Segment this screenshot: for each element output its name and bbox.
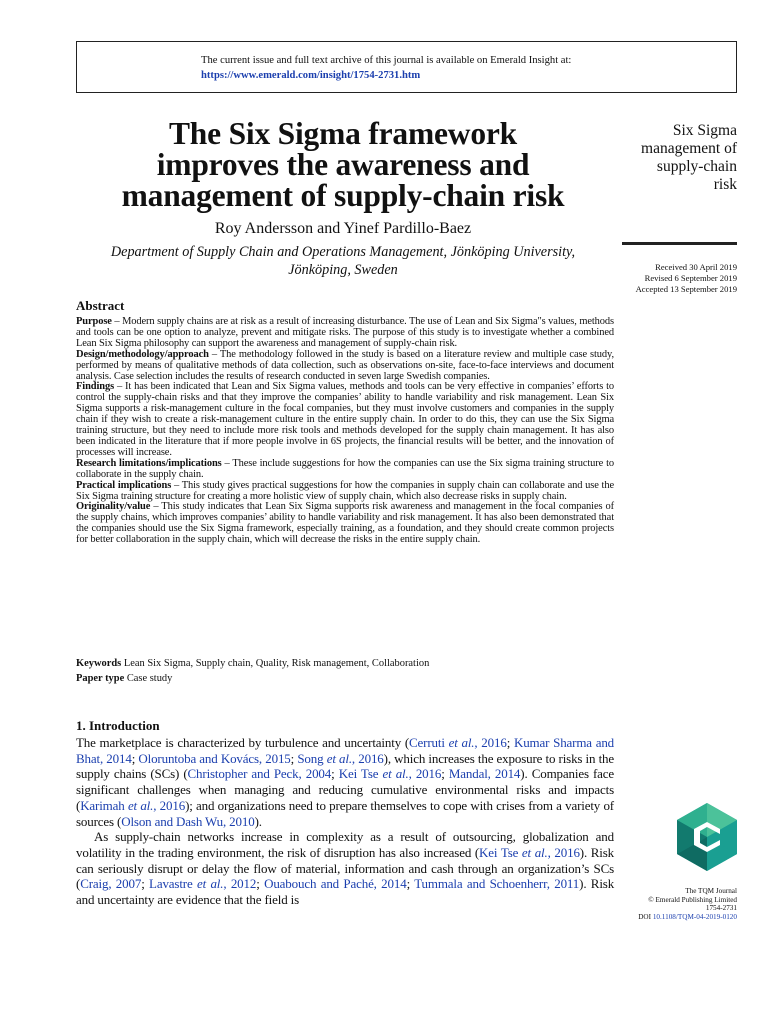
abstract-section-label: Research limitations/implications [76, 457, 222, 469]
citation-link[interactable]: , 2016 [153, 797, 186, 813]
affiliation-line: Jönköping, Sweden [288, 262, 398, 278]
abstract-section-text: – Modern supply chains are at risk as a result of increasing disturbance. The use of Lean and Six Sigma"s values, methods and tools can be one option to analyze, prevent and mitigate risks. The purpose of this study is to investigate whether a combined Lean Six Sigma philosophy can support the awareness and management of supply-chain risk. [76, 316, 614, 349]
body-text: ). Risk can seriously disrupt or delay the flow of material, information and cash through an organization’s SCs ( [76, 844, 615, 892]
introduction-heading: 1. Introduction [76, 718, 160, 733]
body-text: The marketplace is characterized by turbulence and uncertainty ( [76, 735, 410, 750]
body-text: ). Companies face significant challenges when managing and reducing cumulative environmental risks and impacts ( [76, 766, 615, 813]
abstract-section-label: Purpose [76, 316, 112, 327]
citation-link[interactable]: Kumar Sharma and Bhat, 2014 [76, 735, 615, 766]
introduction-paragraph [76, 735, 614, 829]
abstract-section-text: – This study gives practical suggestions for how the companies in supply chain can collaborate and use the Six Sigma training structure for creating a more holistic view of supply chain, which also decrease risks in supply chain. [76, 479, 614, 502]
body-text: ); and organizations need to prepare themselves to cope with crises from a variety of sources ( [76, 797, 614, 829]
abstract-section-text: – The methodology followed in the study is based on a literature review and multiple case study, performed by means of qualitative methods of data collection, such as observations on-site, face-to-face interviews and document analysis. Case selection includes the results of research conducted in seven large Swedish companies. [76, 348, 614, 382]
abstract-section-text: – These include suggestions for how the companies can use the Six sigma training structure to collaborate in the supply chain. [76, 457, 614, 480]
emerald-logo-icon [676, 802, 738, 872]
keywords-label: Keywords [76, 658, 122, 669]
citation-link[interactable]: Lavastre [149, 876, 197, 892]
running-title-line: supply-chain [656, 158, 737, 175]
keywords-text: Lean Six Sigma, Supply chain, Quality, Risk management, Collaboration [121, 658, 430, 669]
doi [600, 913, 737, 922]
citation-link[interactable]: Craig, 2007 [80, 876, 142, 892]
issn: 1754-2731 [705, 904, 737, 913]
journal-archive-link[interactable]: https://www.emerald.com/insight/1754-2731.htm [201, 70, 421, 81]
doi-link[interactable]: 10.1108/TQM-04-2019-0120 [652, 912, 737, 921]
access-notice-text: The current issue and full text archive of this journal is available on Emerald Insight at: [201, 55, 572, 66]
abstract-section-practical [76, 481, 614, 503]
abstract-section-text: – It has been indicated that Lean and Six Sigma values, methods and tools can be very effective in companies’ efforts to control the supply-chain risks and that they improve the companies’ ability to handle variability and risk management. Lean Six Sigma supports a risk-management culture in the focal companies, but they must involve customers and companies in the supply chain if they wish to create a risk-management culture in the entire supply chain. In order to do this, they can use the Six Sigma training structure, but they need to include more risk tools and methods developed for the supply chain management. It has also been indicated in the literature that if more people involve in 6S projects, the financial results will be better, and the innovation of processes will increase. [76, 381, 614, 458]
keywords [76, 657, 614, 670]
accepted-date: Accepted 13 September 2019 [635, 284, 737, 294]
body-text: ; [141, 876, 150, 892]
title-line: The Six Sigma framework [168, 116, 517, 151]
article-authors: Roy Andersson and Yinef Pardillo-Baez [214, 220, 472, 237]
body-text: ; [290, 750, 298, 766]
abstract-heading: Abstract [76, 298, 125, 313]
abstract-section-originality [76, 502, 614, 546]
introduction-body [76, 735, 614, 908]
citation-link[interactable]: et al. [127, 797, 154, 813]
citation-link[interactable]: et al. [448, 735, 475, 750]
received-date: Received 30 April 2019 [655, 262, 737, 272]
paper-type-text: Case study [124, 673, 173, 684]
abstract-section-label: Originality/value [76, 501, 151, 513]
running-title-line: Six Sigma [672, 122, 737, 139]
body-text: ). [254, 813, 262, 829]
sidebar-divider [622, 242, 737, 245]
body-text: ; [441, 766, 449, 782]
access-notice [201, 53, 571, 83]
abstract-section-purpose [76, 317, 614, 350]
citation-link[interactable]: Olson and Dash Wu, 2010 [121, 813, 255, 829]
citation-link[interactable]: Kei Tse [479, 844, 522, 860]
citation-link[interactable]: , 2016 [351, 750, 384, 766]
body-text: ; [331, 766, 339, 782]
running-title-line: risk [713, 176, 737, 193]
body-text: ; [506, 735, 514, 750]
running-title-line: management of [641, 140, 737, 157]
abstract-section-label: Design/methodology/approach [76, 348, 209, 360]
revised-date: Revised 6 September 2019 [644, 273, 737, 283]
citation-link[interactable]: Song [297, 750, 327, 766]
abstract-section-text: – This study indicates that Lean Six Sigma supports risk awareness and management in the focal companies of the supply chains, which improves companies’ ability to handle variability and risk management. It has also been demonstrated that the companies should use the Six Sigma framework, especially training, as a foundation, and they should create common projects for better collaboration in the supply chain, which will decrease the risks in the entire supply chain. [76, 501, 614, 546]
abstract-section-design [76, 350, 614, 383]
citation-link[interactable]: Cerruti [409, 735, 449, 750]
citation-link[interactable]: et al. [196, 876, 224, 892]
affiliation-line: Department of Supply Chain and Operations Management, Jönköping University, [110, 244, 576, 260]
citation-link[interactable]: Ouabouch and Paché, 2014 [264, 876, 407, 892]
abstract-section-limitations [76, 459, 614, 481]
article-title [70, 118, 616, 211]
body-text: As supply-chain networks increase in complexity as a result of outsourcing, globalization and volatility in the trading environment, the risk of disruption has also increased ( [76, 829, 614, 860]
citation-link[interactable]: , 2016 [547, 844, 580, 860]
body-text: ; [406, 876, 415, 892]
citation-link[interactable]: et al. [521, 844, 548, 860]
article-dates [600, 262, 737, 295]
publisher: © Emerald Publishing Limited [648, 895, 737, 904]
doi-label: DOI [638, 912, 652, 921]
citation-link[interactable]: Christopher and Peck, 2004 [187, 766, 332, 782]
citation-link[interactable]: Tummala and Schoenherr, 2011 [414, 876, 580, 892]
abstract-section-label: Findings [76, 381, 115, 393]
abstract-section-findings [76, 382, 614, 458]
citation-link[interactable]: et al. [382, 766, 409, 782]
abstract-section-label: Practical implications [76, 479, 172, 491]
citation-link[interactable]: Kei Tse [338, 766, 383, 782]
citation-link[interactable]: Karimah [80, 797, 128, 813]
citation-link[interactable]: Mandal, 2014 [448, 766, 521, 782]
citation-link[interactable]: et al. [326, 750, 352, 766]
access-notice-box [76, 41, 737, 93]
citation-link[interactable]: Oloruntoba and Kovács, 2015 [138, 750, 291, 766]
body-text: ; [131, 750, 139, 766]
body-text: ), which increases the exposure to risks in the supply chains (SCs) ( [76, 750, 615, 782]
title-line: management of supply-chain risk [121, 178, 565, 213]
body-text: ). Risk and uncertainty are evidence that the field is [76, 876, 615, 908]
paper-type-label: Paper type [76, 673, 125, 684]
journal-info [600, 887, 737, 921]
introduction-paragraph [76, 829, 614, 908]
journal-name: The TQM Journal [685, 887, 737, 895]
body-text: ; [256, 876, 265, 892]
citation-link[interactable]: , 2016 [408, 766, 442, 782]
running-title [600, 122, 737, 194]
paper-type [76, 672, 614, 685]
title-line: improves the awareness and [156, 147, 530, 182]
citation-link[interactable]: , 2012 [223, 876, 257, 892]
abstract-body [76, 317, 614, 546]
author-affiliation [78, 243, 608, 279]
citation-link[interactable]: , 2016 [474, 735, 507, 750]
